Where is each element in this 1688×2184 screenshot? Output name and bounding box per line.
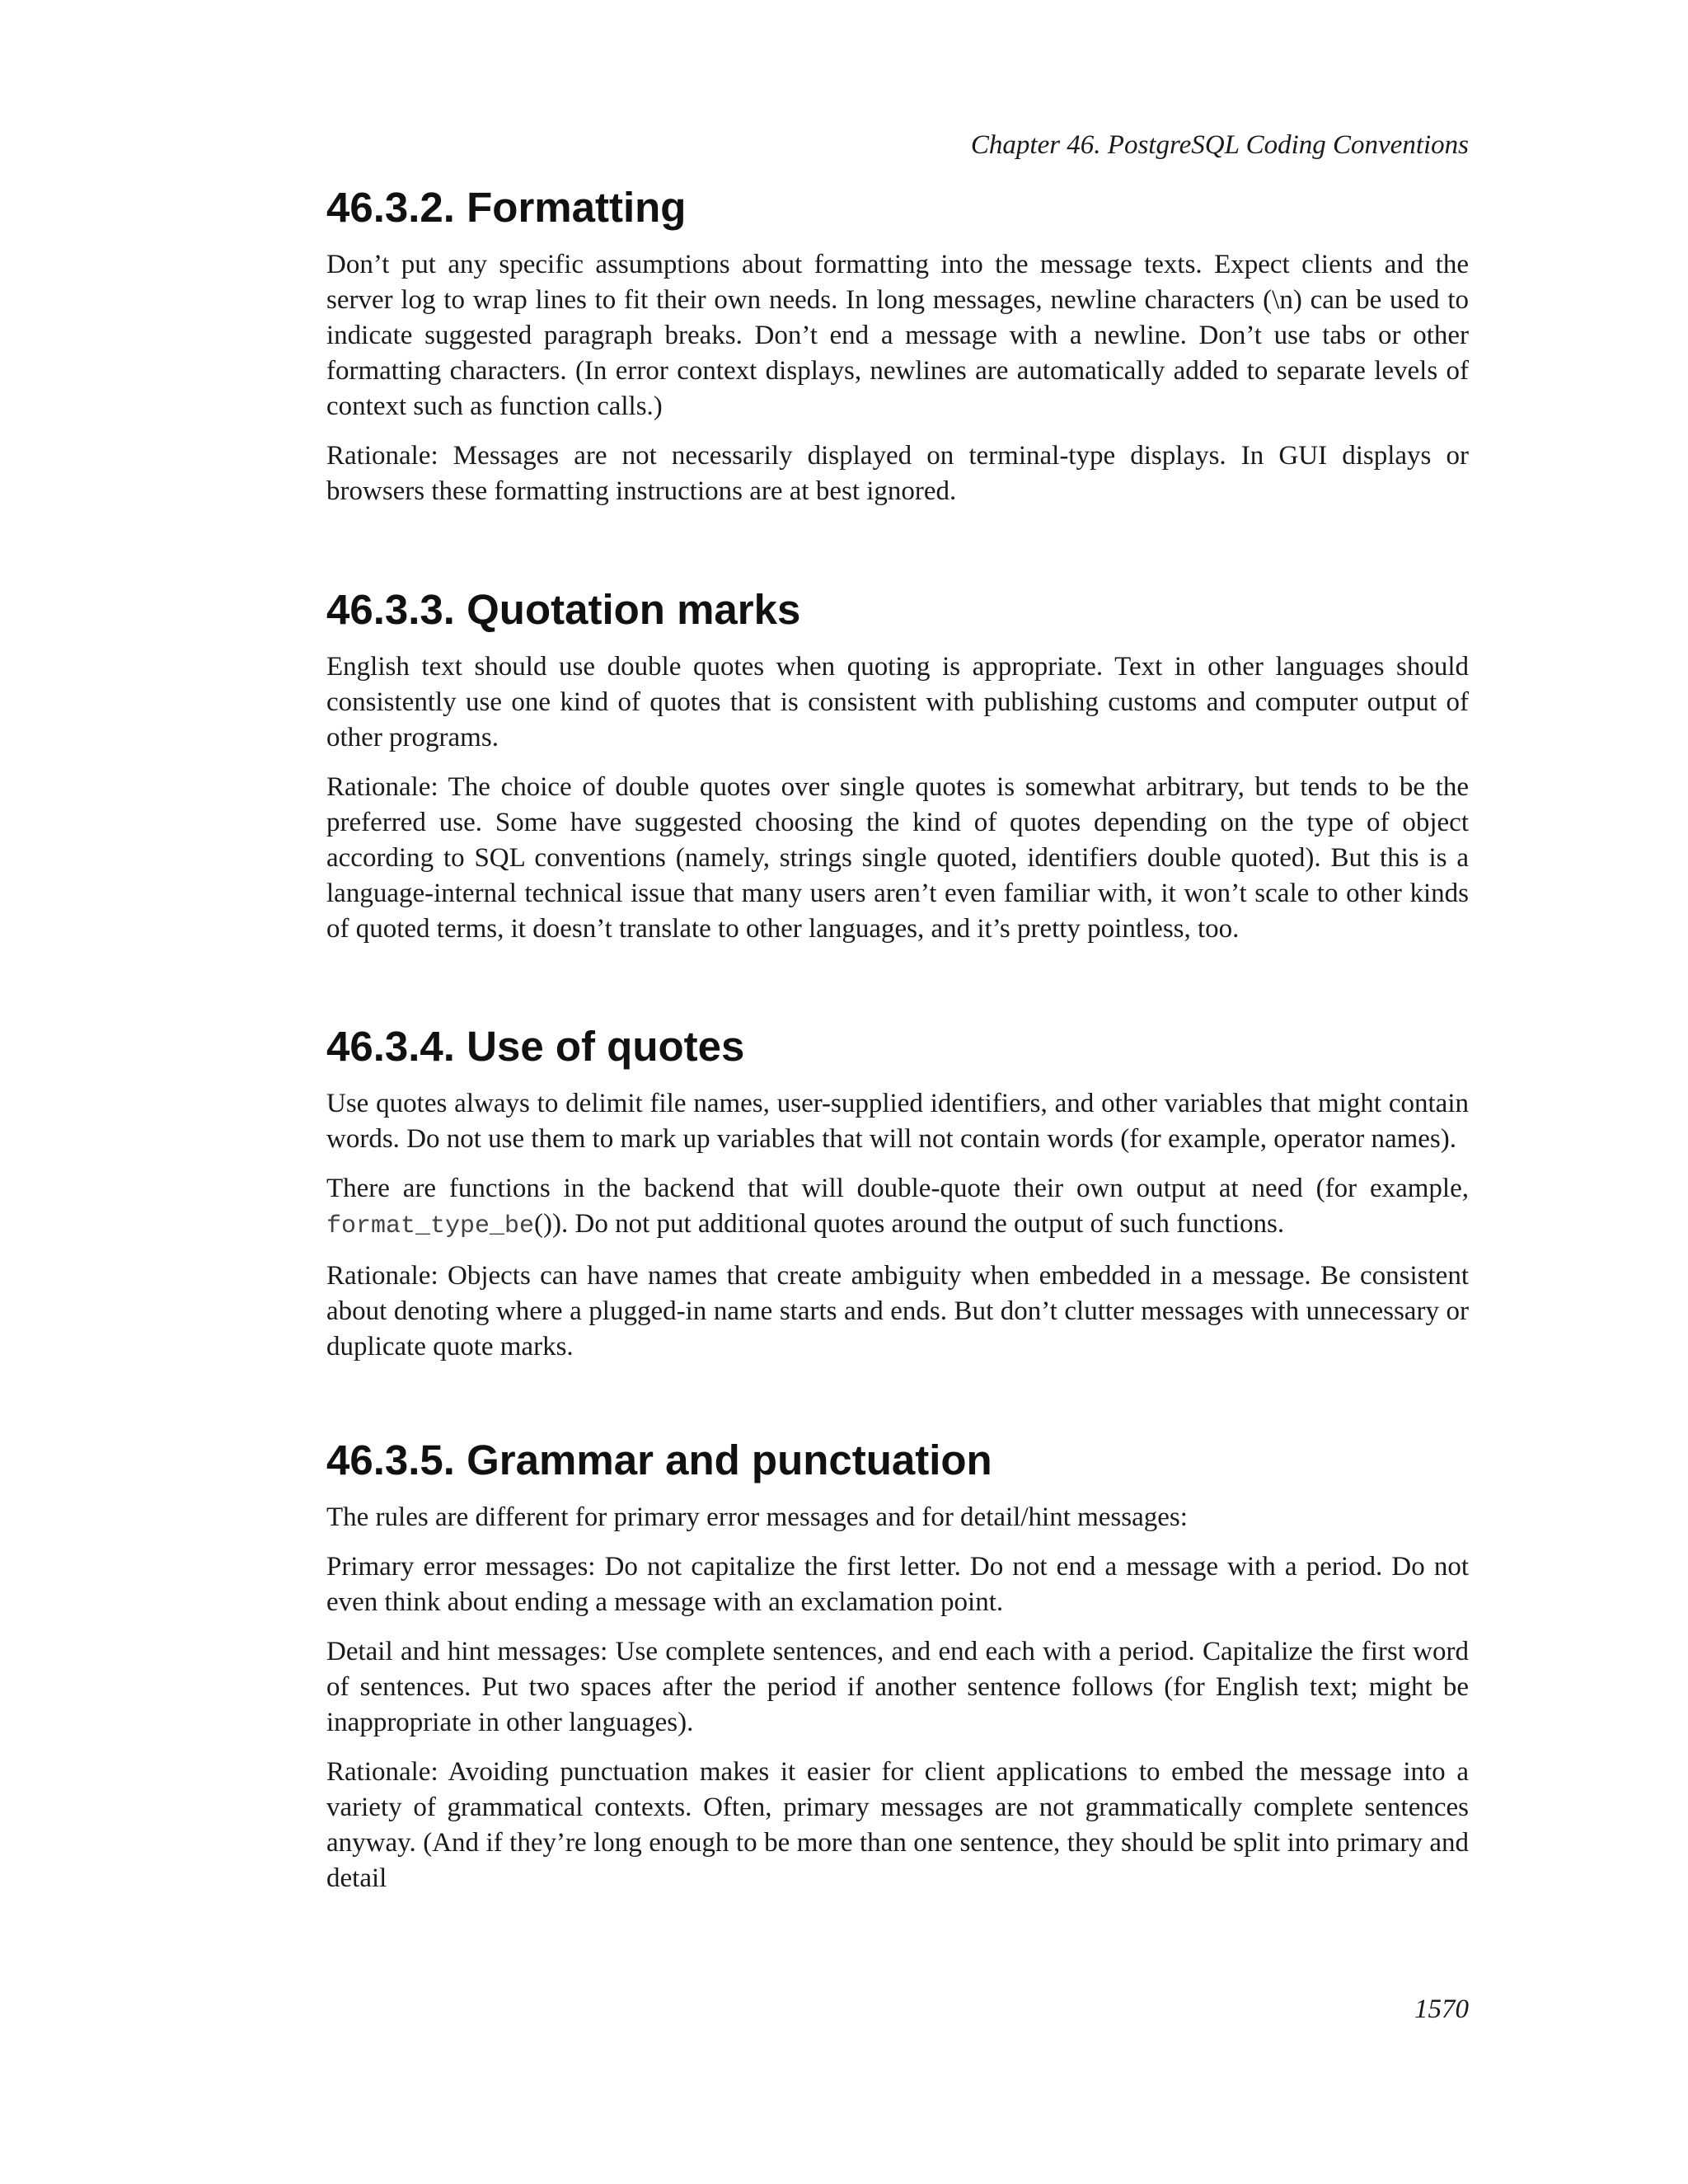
paragraph: The rules are different for primary error messages and for detail/hint messages: — [326, 1502, 1188, 1532]
section-title: 46.3.5. Grammar and punctuation — [326, 1436, 992, 1483]
paragraph: Rationale: Messages are not necessarily displayed on terminal-type displays. In GUI displays or browsers these formatting instructions are at best ignored. — [326, 441, 1469, 506]
section-grammar-punctuation — [326, 1436, 1469, 1910]
paragraph: Primary error messages: Do not capitalize the first letter. Do not end a message with a period. Do not even think about ending a message with an exclamation point. — [326, 1552, 1469, 1617]
text-span: There are functions in the backend that will double-quote their own output at need (for example, — [326, 1174, 1469, 1203]
paragraph: Detail and hint messages: Use complete sentences, and end each with a period. Capitalize the first word of sentences. Put two spaces after the period if another sentence follows (for English text; might be inappropriate in other languages). — [326, 1637, 1469, 1737]
paragraph: English text should use double quotes when quoting is appropriate. Text in other languages should consistently use one kind of quotes that is consistent with publishing customs and computer output of other programs. — [326, 652, 1469, 752]
section-title: 46.3.4. Use of quotes — [326, 1023, 745, 1070]
section-formatting — [326, 183, 1469, 523]
section-use-of-quotes — [326, 1022, 1469, 1379]
section-title: 46.3.3. Quotation marks — [326, 586, 801, 633]
section-title: 46.3.2. Formatting — [326, 184, 687, 231]
paragraph: Rationale: Objects can have names that create ambiguity when embedded in a message. Be consistent about denoting where a plugged-in name starts and ends. But don’t clutter messages with unnecessary or duplicate quote marks. — [326, 1261, 1469, 1361]
paragraph: Don’t put any specific assumptions about formatting into the message texts. Expect clients and the server log to wrap lines to fit their own needs. In long messages, newline characters (\n) can be used to indicate suggested paragraph breaks. Don’t end a message with a newline. Don’t use tabs or other formatting characters. (In error context displays, newlines are automatically added to separate levels of context such as function calls.) — [326, 250, 1469, 421]
function-name-code: format_type_be — [326, 1212, 535, 1240]
paragraph: Rationale: Avoiding punctuation makes it easier for client applications to embed the message into a variety of grammatical contexts. Often, primary messages are not grammatically complete sentences anyway. (And if they’re long enough to be more than one sentence, they should be split into primary and detail — [326, 1757, 1469, 1893]
text-span: ()). Do not put additional quotes around the output of such functions. — [534, 1209, 1285, 1239]
paragraph-functions — [326, 1171, 1469, 1244]
paragraph: Rationale: The choice of double quotes over single quotes is somewhat arbitrary, but tends to be the preferred use. Some have suggested choosing the kind of quotes depending on the type of object according to SQL conventions (namely, strings single quoted, identifiers double quoted). But this is a language-internal technical issue that many users aren’t even familiar with, it won’t scale to other kinds of quoted terms, it doesn’t translate to other languages, and it’s pretty pointless, too. — [326, 772, 1469, 944]
paragraph: Use quotes always to delimit file names, user-supplied identifiers, and other variables that might contain words. Do not use them to mark up variables that will not contain words (for example, operator names). — [326, 1089, 1469, 1154]
running-header: Chapter 46. PostgreSQL Coding Conventions — [970, 130, 1469, 160]
page-number: 1570 — [1414, 1994, 1469, 2024]
section-quotation-marks — [326, 585, 1469, 961]
